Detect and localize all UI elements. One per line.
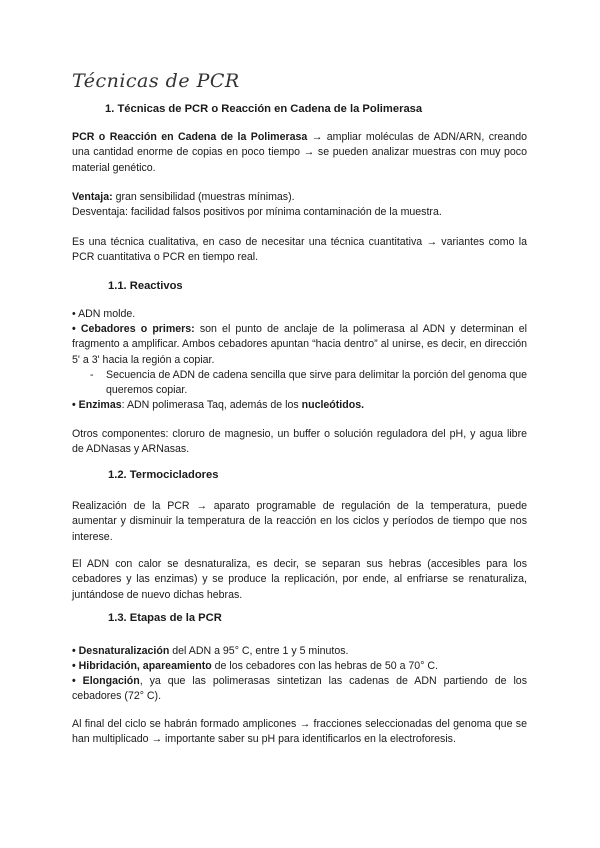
reactivo-cebadores [72, 322, 527, 368]
termo-paragraph-2: El ADN con calor se desnaturaliza, es decir, se separan sus hebras (accesibles para los cebadores y las enzimas) y se produce la replicación, por ende, al enfriarse se renaturaliza, juntándose de nuevo dichas hebras. [72, 558, 527, 601]
section-heading-1-2: 1.2. Termocicladores [108, 469, 219, 481]
cebadores-text: son el punto de anclaje de la polimerasa al ADN y determinan el fragmento a amplificar. Ambos cebadores apuntan “hacia dentro” al unirse, es decir, en dirección 5' a 3' hacia la región a copiar. [72, 323, 527, 366]
intro-text: → ampliar moléculas de ADN/ARN, creando una cantidad enorme de copias en poco tiempo → se pueden analizar muestras con muy poco material genético. [72, 131, 527, 174]
ventaja-label: Ventaja: [72, 191, 113, 203]
section-heading-1-1: 1.1. Reactivos [108, 280, 183, 292]
section-heading-1-3: 1.3. Etapas de la PCR [108, 612, 222, 624]
enzimas-bold: nucleótidos. [301, 399, 365, 411]
final-paragraph: Al final del ciclo se habrán formado amplicones → fracciones seleccionadas del genoma que se han multiplicado → importante saber su pH para identificarlos en la electroforesis. [72, 718, 527, 746]
etapa-elongacion [72, 674, 527, 705]
cebadores-subitem [90, 368, 527, 399]
cualitativa-paragraph: Es una técnica cualitativa, en caso de necesitar una técnica cuantitativa → variantes como la PCR cuantitativa o PCR en tiempo real. [72, 236, 527, 264]
ventaja-line [72, 190, 295, 205]
desn-label: • Desnaturalización [72, 645, 170, 657]
etapa-hibridacion [72, 659, 438, 674]
section-heading-1: 1. Técnicas de PCR o Reacción en Cadena de la Polimerasa [105, 103, 423, 115]
elong-label: • Elongación [72, 675, 140, 687]
termo-paragraph-1: Realización de la PCR → aparato programable de regulación de la temperatura, puede aumentar y disminuir la temperatura de la reacción en los ciclos y períodos de tiempo que nos interese. [72, 500, 527, 543]
intro-term: PCR o Reacción en Cadena de la Polimerasa [72, 131, 308, 143]
cebadores-label: • Cebadores o primers: [72, 323, 195, 335]
intro-paragraph [72, 130, 527, 176]
enzimas-text: : ADN polimerasa Taq, además de los [121, 399, 302, 411]
hib-text: de los cebadores con las hebras de 50 a 70° C. [211, 660, 438, 672]
sub-dash: - [90, 369, 94, 381]
enzimas-label: • Enzimas [72, 399, 122, 411]
desn-text: del ADN a 95° C, entre 1 y 5 minutos. [169, 645, 349, 657]
sub-text: Secuencia de ADN de cadena sencilla que sirve para delimitar la porción del genoma que queremos copiar. [106, 369, 527, 397]
elong-text: , ya que las polimerasas sintetizan las cadenas de ADN partiendo de los cebadores (72° C). [72, 675, 527, 703]
desventaja-line: Desventaja: facilidad falsos positivos por mínima contaminación de la muestra. [72, 206, 442, 218]
ventaja-text: gran sensibilidad (muestras mínimas). [112, 191, 295, 203]
page-title: Técnicas de PCR [72, 70, 240, 92]
reactivo-enzimas [72, 398, 364, 413]
reactivo-adn: • ADN molde. [72, 308, 136, 320]
hib-label: • Hibridación, apareamiento [72, 660, 212, 672]
otros-paragraph: Otros componentes: cloruro de magnesio, un buffer o solución reguladora del pH, y agua libre de ADNasas y ARNasas. [72, 428, 527, 456]
etapa-desnaturalizacion [72, 644, 348, 659]
